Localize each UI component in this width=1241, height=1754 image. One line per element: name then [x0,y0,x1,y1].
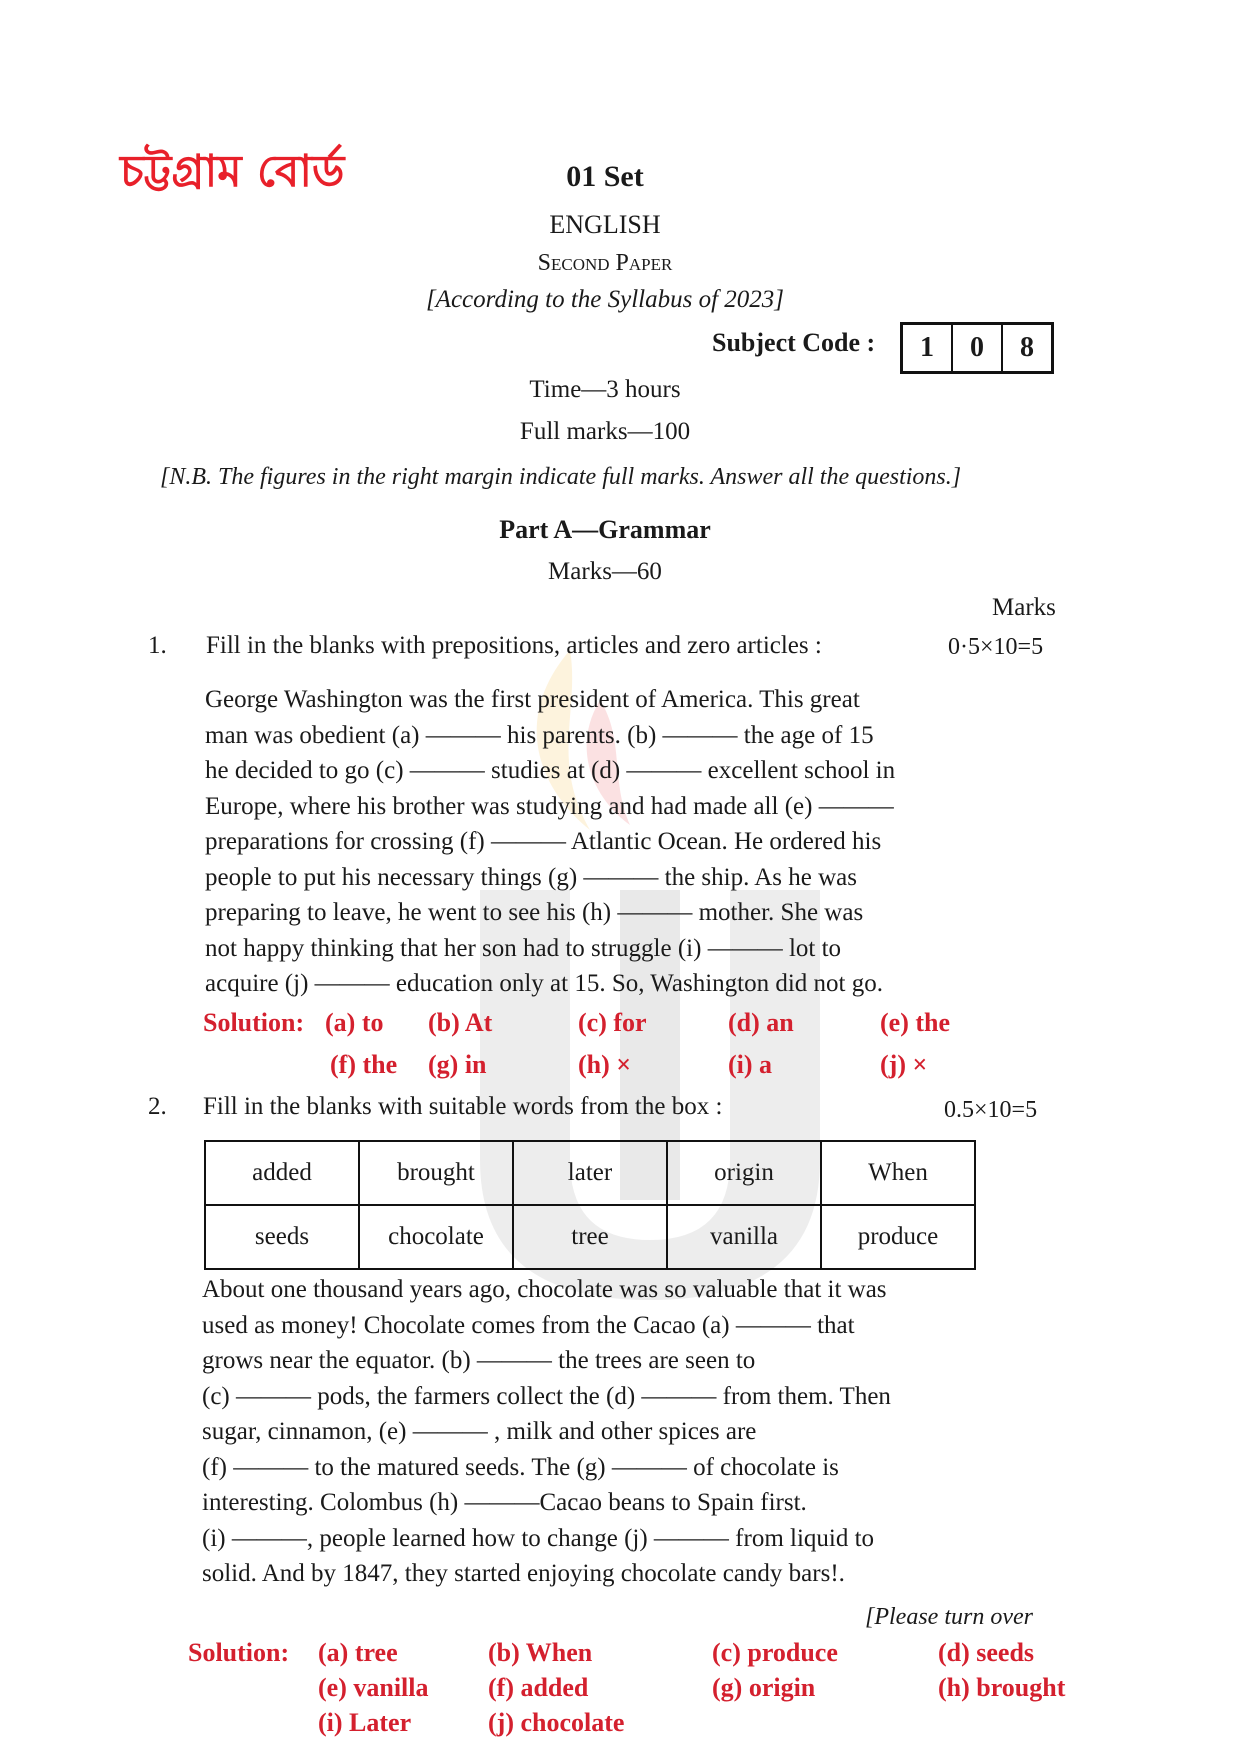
time-label: Time—3 hours [529,376,681,403]
part-marks: Marks—60 [548,558,662,585]
word-box-cell: vanilla [667,1205,821,1269]
subject-code-digit: 1 [903,325,953,371]
q1-answer: (d) an [728,1008,794,1037]
subject-code-digit: 0 [953,325,1003,371]
q1-answer: (i) a [728,1050,773,1079]
passage-line: About one thousand years ago, chocolate was so valuable that it was [202,1276,887,1303]
subject-code-label: Subject Code : [712,328,876,357]
passage-line: grows near the equator. (b) ——— the trees are seen to [202,1347,756,1374]
passage-line: sugar, cinnamon, (e) ——— , milk and other spices are [202,1418,757,1445]
word-box-cell: later [513,1141,667,1205]
board-title: চট্টগ্রাম বোর্ড [120,146,345,197]
passage-line: (c) ——— pods, the farmers collect the (d) ——— from them. Then [202,1382,891,1410]
q2-passage [202,1272,984,1592]
q1-answer: (a) to [325,1008,384,1037]
passage-line: (f) ——— to the matured seeds. The (g) ——— of chocolate is [202,1453,839,1481]
word-box [204,1140,976,1270]
q2-solution-label: Solution: [188,1638,290,1667]
q2-answer: (h) brought [938,1673,1066,1702]
q2-answer: (b) When [488,1638,593,1667]
full-marks-label: Full marks—100 [519,418,691,445]
word-box-cell: brought [359,1141,513,1205]
q2-answer: (f) added [488,1673,589,1702]
word-box-row [205,1141,975,1205]
subject-title: ENGLISH [549,210,661,239]
passage-line: George Washington was the first president of America. This great [205,686,860,713]
passage-line: man was obedient (a) ——— his parents. (b) ——— the age of 15 [205,721,874,749]
word-box-cell: produce [821,1205,975,1269]
q2-answer: (a) tree [318,1638,398,1667]
passage-line: preparations for crossing (f) ——— Atlantic Ocean. He ordered his [205,828,882,855]
q2-answer: (e) vanilla [318,1673,429,1702]
q2-answer: (i) Later [318,1708,412,1737]
instructions-note: [N.B. The figures in the right margin indicate full marks. Answer all the questions.] [160,464,962,490]
word-box-row [205,1205,975,1269]
q1-answer: (b) At [428,1008,493,1037]
paper-title: Second Paper [537,250,673,276]
passage-line: Europe, where his brother was studying and had made all (e) ——— [205,792,894,820]
subject-code-digit: 8 [1020,332,1034,363]
word-box-cell: chocolate [359,1205,513,1269]
q1-answer: (g) in [428,1050,487,1079]
passage-line: interesting. Colombus (h) ———Cacao beans to Spain first. [202,1489,807,1516]
subject-code-boxes [900,322,1054,374]
q1-answer: (j) × [880,1050,928,1079]
passage-line: acquire (j) ——— education only at 15. So, Washington did not go. [205,970,883,997]
q1-passage [205,682,987,1002]
q2-answer: (d) seeds [938,1638,1035,1667]
passage-line: people to put his necessary things (g) ——— the ship. As he was [205,863,857,891]
passage-line: preparing to leave, he went to see his (h) ——— mother. She was [205,899,864,926]
question-instruction: Fill in the blanks with suitable words from the box : [203,1093,723,1120]
passage-line: solid. And by 1847, they started enjoying chocolate candy bars!. [202,1560,845,1587]
q2-answer: (g) origin [712,1673,816,1702]
word-box-cell: tree [513,1205,667,1269]
question-marks: 0.5×10=5 [944,1097,1038,1123]
question-number: 2. [148,1093,167,1120]
q1-answer: (h) × [578,1050,632,1079]
marks-heading: Marks [992,594,1056,621]
q1-answer: (f) the [330,1050,398,1079]
q1-solution-label: Solution: [203,1008,305,1037]
question-marks: 0·5×10=5 [948,634,1044,660]
passage-line: used as money! Chocolate comes from the Cacao (a) ——— that [202,1311,855,1339]
q1-answer: (c) for [578,1008,647,1037]
q2-answer: (c) produce [712,1638,838,1667]
part-title: Part A—Grammar [499,515,711,544]
syllabus-note: [According to the Syllabus of 2023] [425,286,785,313]
word-box-cell: origin [667,1141,821,1205]
passage-line: not happy thinking that her son had to struggle (i) ——— lot to [205,934,842,962]
question-number: 1. [148,632,167,659]
q1-answer: (e) the [880,1008,951,1037]
question-instruction: Fill in the blanks with prepositions, articles and zero articles : [206,632,822,659]
word-box-cell: added [205,1141,359,1205]
q2-answer: (j) chocolate [488,1708,625,1737]
word-box-cell: When [821,1141,975,1205]
turn-over-note: [Please turn over [865,1604,1033,1630]
passage-line: he decided to go (c) ——— studies at (d) ——— excellent school in [205,757,896,784]
passage-line: (i) ———, people learned how to change (j) ——— from liquid to [202,1524,875,1552]
set-label: 01 Set [566,160,644,193]
word-box-cell: seeds [205,1205,359,1269]
